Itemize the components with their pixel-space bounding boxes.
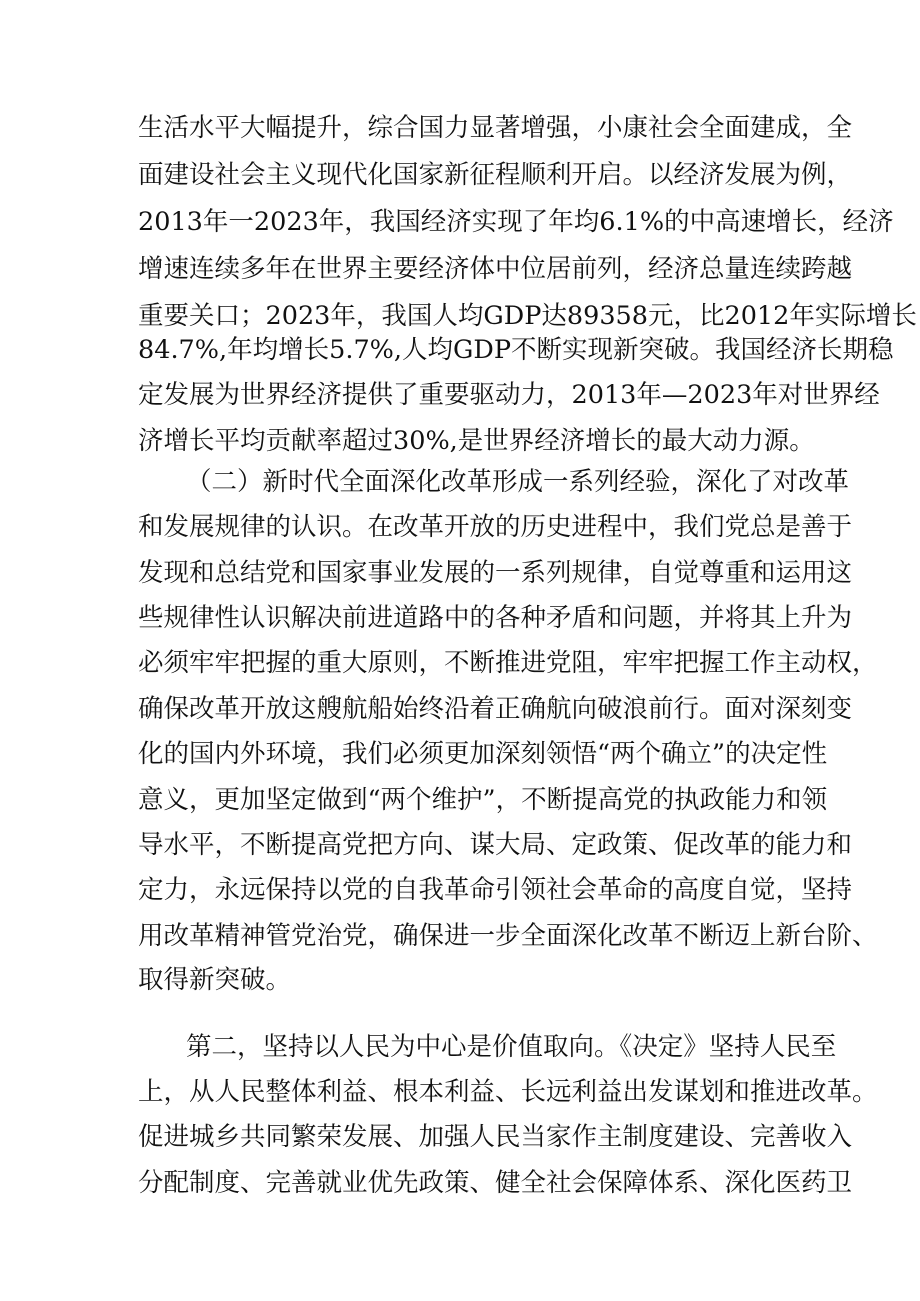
text-line: 发现和总结党和国家事业发展的一系列规律，自觉尊重和运用这 — [138, 558, 853, 588]
section-heading-line: （二）新时代全面深化改革形成一系列经验，深化了对改革 — [186, 467, 850, 497]
text-line: 些规律性认识解决前进道路中的各种矛盾和问题，并将其上升为 — [138, 603, 853, 633]
text-line: 上，从人民整体利益、根本利益、长远利益出发谋划和推进改革。 — [138, 1077, 878, 1107]
text-line: 化的国内外环境，我们必须更加深刻领悟“两个确立”的决定性 — [138, 739, 828, 769]
text-line: 定发展为世界经济提供了重要驱动力，2013年—2023年对世界经 — [138, 380, 880, 410]
paragraph-start-line: 第二，坚持以人民为中心是价值取向。《决定》坚持人民至 — [186, 1032, 837, 1062]
text-line: 意义，更加坚定做到“两个维护”，不断提高党的执政能力和领 — [138, 785, 828, 815]
text-line: 生活水平大幅提升，综合国力显著增强，小康社会全面建成，全 — [138, 113, 853, 143]
text-line: 84.7%,年均增长5.7%,人均GDP不断实现新突破。我国经济长期稳 — [138, 335, 894, 365]
text-line: 2013年一2023年，我国经济实现了年均6.1%的中高速增长，经济 — [138, 207, 894, 237]
text-line: 增速连续多年在世界主要经济体中位居前列，经济总量连续跨越 — [138, 254, 853, 284]
text-line: 必须牢牢把握的重大原则，不断推进党阻，牢牢把握工作主动权， — [138, 648, 878, 678]
text-line: 分配制度、完善就业优先政策、健全社会保障体系、深化医药卫 — [138, 1168, 853, 1198]
text-line: 和发展规律的认识。在改革开放的历史进程中，我们党总是善于 — [138, 512, 853, 542]
text-line: 促进城乡共同繁荣发展、加强人民当家作主制度建设、完善收入 — [138, 1122, 853, 1152]
text-line: 取得新突破。 — [138, 965, 292, 995]
text-line: 用改革精神管党治党，确保进一步全面深化改革不断迈上新台阶、 — [138, 921, 878, 951]
text-line: 定力，永远保持以党的自我革命引领社会革命的高度自觉，坚持 — [138, 875, 853, 905]
text-line: 导水平，不断提高党把方向、谋大局、定政策、促改革的能力和 — [138, 830, 853, 860]
text-line: 面建设社会主义现代化国家新征程顺利开启。以经济发展为例， — [138, 160, 853, 190]
text-line: 确保改革开放这艘航船始终沿着正确航向破浪前行。面对深刻变 — [138, 694, 853, 724]
text-line: 重要关口；2023年，我国人均GDP达89358元，比2012年实际增长 — [138, 301, 917, 331]
text-line: 济增长平均贡献率超过30%,是世界经济增长的最大动力源。 — [138, 426, 815, 456]
